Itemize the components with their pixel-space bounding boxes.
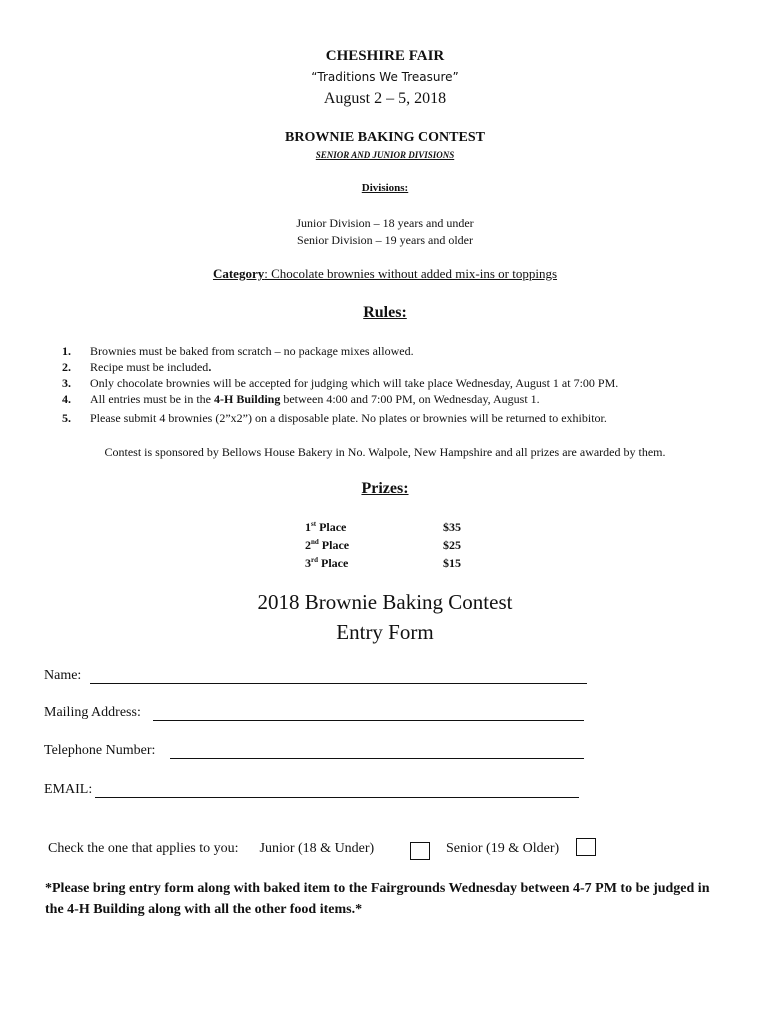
entry-form-title: 2018 Brownie Baking Contest (257, 590, 513, 614)
junior-checkbox[interactable] (410, 842, 430, 860)
rule-item: 4. All entries must be in the 4-H Building between 4:00 and 7:00 PM, on Wednesday, August 1. (62, 392, 540, 406)
phone-field-line[interactable] (170, 758, 584, 759)
fair-title: CHESHIRE FAIR (325, 48, 445, 64)
rule-item: 1. Brownies must be baked from scratch – no package mixes allowed. (62, 344, 414, 358)
email-field-line[interactable] (95, 797, 579, 798)
contest-title: BROWNIE BAKING CONTEST (285, 130, 485, 145)
address-field-label: Mailing Address: (44, 705, 141, 720)
prize-amount: $25 (443, 538, 461, 552)
prize-place: 2nd Place (305, 538, 350, 552)
prize-amount: $15 (443, 556, 461, 570)
category-line (0, 266, 770, 282)
senior-division-text: Senior Division – 19 years and older (297, 233, 473, 247)
junior-option-label: Junior (18 & Under) (259, 841, 375, 856)
email-field-label: EMAIL: (44, 782, 93, 797)
contest-subtitle: SENIOR AND JUNIOR DIVISIONS (315, 150, 455, 160)
entry-form-subtitle: Entry Form (336, 620, 434, 644)
divisions-heading: Divisions: (361, 182, 409, 194)
fair-slogan: “Traditions We Treasure” (311, 70, 459, 84)
instructions-note: *Please bring entry form along with baked item to the Fairgrounds Wednesday between 4-7 PM to be judged in the 4-H Building along with all the other food items.* (45, 881, 710, 917)
address-field-line[interactable] (153, 720, 584, 721)
division-check-row (48, 841, 374, 857)
senior-option-label: Senior (19 & Older) (446, 841, 560, 856)
rule-item: 5. Please submit 4 brownies (2”x2”) on a disposable plate. No plates or brownies will be returned to exhibitor. (62, 411, 607, 425)
category-text: : Chocolate brownies without added mix-ins or toppings (264, 266, 558, 281)
prize-place: 3rd Place (305, 556, 349, 570)
fair-dates: August 2 – 5, 2018 (323, 90, 447, 107)
rule-item: 3. Only chocolate brownies will be accepted for judging which will take place Wednesday, August 1 at 7:00 PM. (62, 376, 619, 390)
prize-place: 1st Place (305, 520, 347, 534)
check-prompt: Check the one that applies to you: (48, 841, 239, 856)
rule-item: 2. Recipe must be included. (62, 360, 212, 374)
category-label: Category (212, 266, 265, 281)
name-field-line[interactable] (90, 683, 587, 684)
junior-division-text: Junior Division – 18 years and under (296, 216, 474, 230)
name-field-label: Name: (44, 668, 82, 683)
rules-heading: Rules: (363, 304, 407, 321)
phone-field-label: Telephone Number: (44, 743, 156, 758)
senior-checkbox[interactable] (576, 838, 596, 856)
prizes-heading: Prizes: (361, 480, 409, 497)
sponsor-text: Contest is sponsored by Bellows House Bakery in No. Walpole, New Hampshire and all prizes are awarded by them. (104, 445, 666, 459)
prize-amount: $35 (443, 520, 461, 534)
